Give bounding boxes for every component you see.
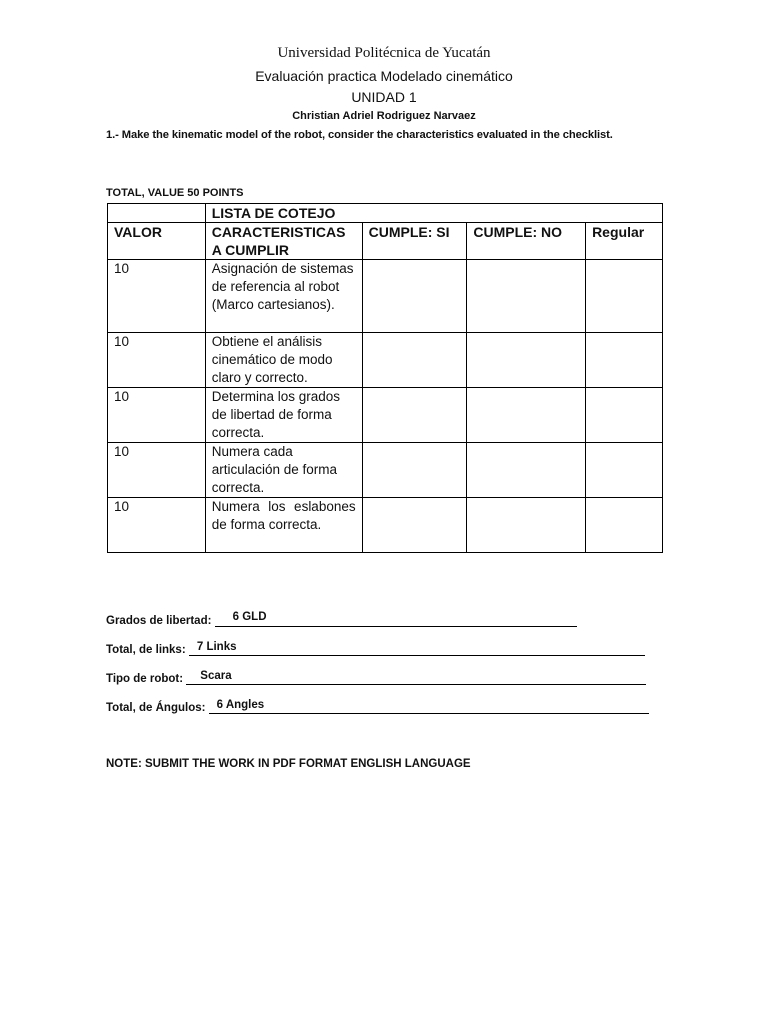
- row-regular[interactable]: [586, 498, 663, 553]
- row-regular[interactable]: [586, 260, 663, 333]
- table-row: [108, 498, 663, 553]
- row-cumple-no[interactable]: [467, 498, 586, 553]
- row-caracteristica: Determina los grados de libertad de forma correcta.: [205, 388, 362, 443]
- evaluation-title: Evaluación practica Modelado cinemático: [255, 68, 513, 84]
- angulos-value: 6 Angles: [216, 699, 265, 711]
- row-valor: 10: [108, 260, 206, 333]
- grados-field: [106, 612, 577, 627]
- row-valor: 10: [108, 388, 206, 443]
- links-label: Total, de links:: [106, 644, 186, 656]
- row-regular[interactable]: [586, 388, 663, 443]
- instruction-text: 1.- Make the kinematic model of the robot, consider the characteristics evaluated in the checklist.: [106, 129, 613, 141]
- header-valor: VALOR: [108, 223, 206, 260]
- angulos-input[interactable]: [209, 699, 649, 714]
- row-valor: 10: [108, 333, 206, 388]
- tipo-field: [106, 670, 646, 685]
- table-row: [108, 260, 663, 333]
- table-title-spacer: [108, 204, 206, 223]
- row-regular[interactable]: [586, 443, 663, 498]
- row-valor: 10: [108, 443, 206, 498]
- grados-input[interactable]: [215, 612, 577, 627]
- row-caracteristica: Numera cada articulación de forma correcta.: [205, 443, 362, 498]
- row-caracteristica: Asignación de sistemas de referencia al robot (Marco cartesianos).: [205, 260, 362, 333]
- table-title: LISTA DE COTEJO: [205, 204, 662, 223]
- row-cumple-no[interactable]: [467, 333, 586, 388]
- row-cumple-no[interactable]: [467, 260, 586, 333]
- tipo-label: Tipo de robot:: [106, 673, 184, 685]
- checklist-table: [107, 203, 663, 553]
- row-cumple-si[interactable]: [362, 498, 467, 553]
- row-caracteristica: Numera los eslabones de forma correcta.: [205, 498, 362, 553]
- grados-label: Grados de libertad:: [106, 615, 212, 627]
- table-row: [108, 333, 663, 388]
- author-name: Christian Adriel Rodriguez Narvaez: [292, 110, 476, 122]
- row-caracteristica: Obtiene el análisis cinemático de modo claro y correcto.: [205, 333, 362, 388]
- row-cumple-si[interactable]: [362, 443, 467, 498]
- university-name: Universidad Politécnica de Yucatán: [277, 45, 491, 61]
- header-regular: Regular: [586, 223, 663, 260]
- row-cumple-si[interactable]: [362, 388, 467, 443]
- tipo-value: Scara: [200, 670, 232, 682]
- row-cumple-si[interactable]: [362, 260, 467, 333]
- total-value-label: TOTAL, VALUE 50 POINTS: [106, 187, 244, 199]
- row-cumple-no[interactable]: [467, 443, 586, 498]
- row-cumple-si[interactable]: [362, 333, 467, 388]
- header-caracteristicas: CARACTERISTICAS A CUMPLIR: [205, 223, 362, 260]
- unit-title: UNIDAD 1: [351, 89, 417, 105]
- links-value: 7 Links: [196, 641, 237, 653]
- header-cumple-si: CUMPLE: SI: [362, 223, 467, 260]
- table-title-row: [108, 204, 663, 223]
- row-valor: 10: [108, 498, 206, 553]
- table-header-row: [108, 223, 663, 260]
- grados-value: 6 GLD: [232, 611, 267, 623]
- links-input[interactable]: [189, 641, 645, 656]
- links-field: [106, 641, 645, 656]
- tipo-input[interactable]: [186, 670, 646, 685]
- note-text: NOTE: SUBMIT THE WORK IN PDF FORMAT ENGLISH LANGUAGE: [106, 758, 471, 770]
- table-row: [108, 388, 663, 443]
- row-regular[interactable]: [586, 333, 663, 388]
- header-cumple-no: CUMPLE: NO: [467, 223, 586, 260]
- row-cumple-no[interactable]: [467, 388, 586, 443]
- angulos-field: [106, 699, 649, 714]
- angulos-label: Total, de Ángulos:: [106, 702, 206, 714]
- table-row: [108, 443, 663, 498]
